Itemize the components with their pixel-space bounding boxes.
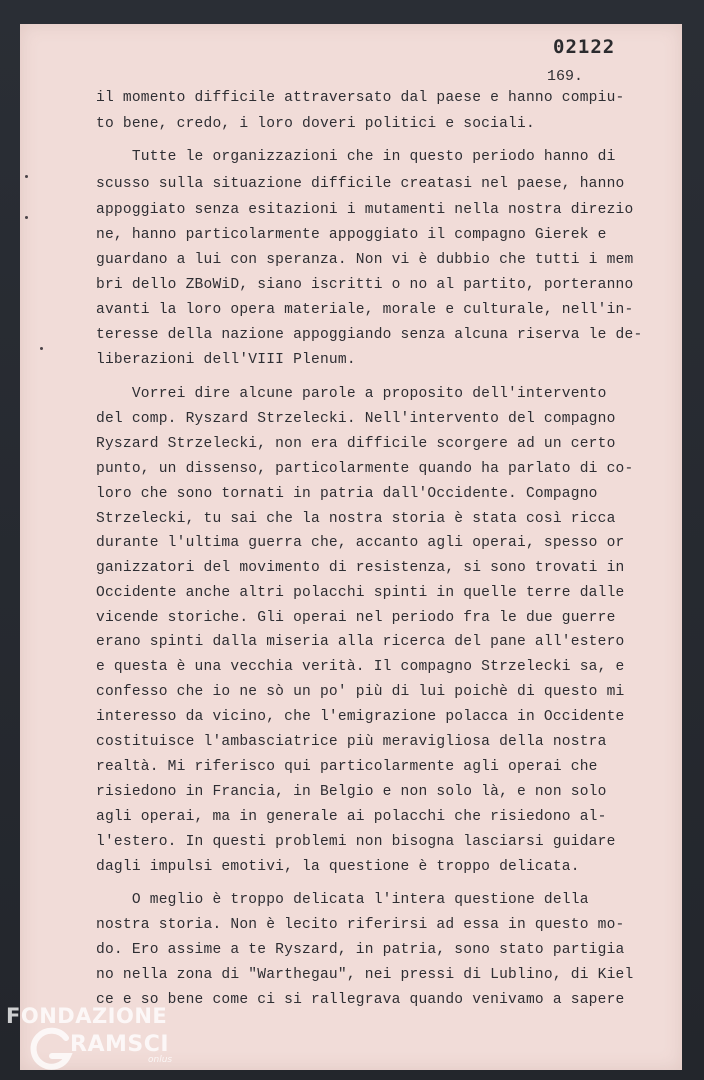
text-line: il momento difficile attraversato dal paese e hanno compiu-	[96, 90, 625, 106]
text-line: ne, hanno particolarmente appoggiato il compagno Gierek e	[96, 227, 607, 243]
text-line: liberazioni dell'VIII Plenum.	[96, 352, 356, 368]
text-line: ganizzatori del movimento di resistenza, si sono trovati in	[96, 560, 625, 576]
fondazione-gramsci-watermark	[6, 1004, 186, 1074]
page-number: 169.	[547, 68, 584, 85]
text-line: Strzelecki, tu sai che la nostra storia è stata così ricca	[96, 511, 616, 527]
text-line: vicende storiche. Gli operai nel periodo fra le due guerre	[96, 610, 616, 626]
text-line: O meglio è troppo delicata l'intera questione della	[96, 892, 589, 908]
punch-mark	[25, 175, 28, 178]
text-line: dagli impulsi emotivi, la questione è troppo delicata.	[96, 859, 580, 875]
document-number: 02122	[553, 36, 616, 58]
text-line: interesso da vicino, che l'emigrazione polacca in Occidente	[96, 709, 625, 725]
text-line: do. Ero assime a te Ryszard, in patria, sono stato partigia	[96, 942, 625, 958]
text-line: erano spinti dalla miseria alla ricerca del pane all'estero	[96, 634, 625, 650]
text-line: guardano a lui con speranza. Non vi è dubbio che tutti i mem	[96, 252, 634, 268]
text-line: no nella zona di "Warthegau", nei pressi di Lublino, di Kiel	[96, 967, 634, 983]
text-line: confesso che io ne sò un po' più di lui poichè di questo mi	[96, 684, 625, 700]
g-logo-icon	[28, 1026, 74, 1072]
text-line: Vorrei dire alcune parole a proposito dell'intervento	[96, 386, 607, 402]
text-line: punto, un dissenso, particolarmente quando ha parlato di co-	[96, 461, 634, 477]
text-line: Occidente anche altri polacchi spinti in quelle terre dalle	[96, 585, 625, 601]
watermark-line3: onlus	[148, 1055, 173, 1065]
text-line: appoggiato senza esitazioni i mutamenti nella nostra direzio	[96, 202, 634, 218]
text-line: Ryszard Strzelecki, non era difficile scorgere ad un certo	[96, 436, 616, 452]
text-line: realtà. Mi riferisco qui particolarmente agli operai che	[96, 759, 598, 775]
watermark-line2: RAMSCI	[70, 1032, 170, 1057]
text-line: scusso sulla situazione difficile creatasi nel paese, hanno	[96, 176, 625, 192]
text-line: to bene, credo, i loro doveri politici e sociali.	[96, 116, 535, 132]
text-line: teresse della nazione appoggiando senza alcuna riserva le de-	[96, 327, 643, 343]
text-line: ce e so bene come ci si rallegrava quando venivamo a sapere	[96, 992, 625, 1008]
text-line: nostra storia. Non è lecito riferirsi ad essa in questo mo-	[96, 917, 625, 933]
text-line: costituisce l'ambasciatrice più meravigliosa della nostra	[96, 734, 607, 750]
watermark-line1: FONDAZIONE	[6, 1004, 168, 1028]
text-line: durante l'ultima guerra che, accanto agli operai, spesso or	[96, 535, 625, 551]
text-line: del comp. Ryszard Strzelecki. Nell'intervento del compagno	[96, 411, 616, 427]
text-line: risiedono in Francia, in Belgio e non solo là, e non solo	[96, 784, 607, 800]
text-line: loro che sono tornati in patria dall'Occidente. Compagno	[96, 486, 598, 502]
text-line: agli operai, ma in generale ai polacchi che risiedono al-	[96, 809, 607, 825]
text-line: avanti la loro opera materiale, morale e culturale, nell'in-	[96, 302, 634, 318]
punch-mark	[40, 347, 43, 350]
text-line: l'estero. In questi problemi non bisogna lasciarsi guidare	[96, 834, 616, 850]
text-line: e questa è una vecchia verità. Il compagno Strzelecki sa, e	[96, 659, 625, 675]
typewritten-page	[20, 24, 682, 1070]
punch-mark	[25, 216, 28, 219]
text-line: Tutte le organizzazioni che in questo periodo hanno di	[96, 149, 616, 165]
text-line: bri dello ZBoWiD, siano iscritti o no al partito, porteranno	[96, 277, 634, 293]
